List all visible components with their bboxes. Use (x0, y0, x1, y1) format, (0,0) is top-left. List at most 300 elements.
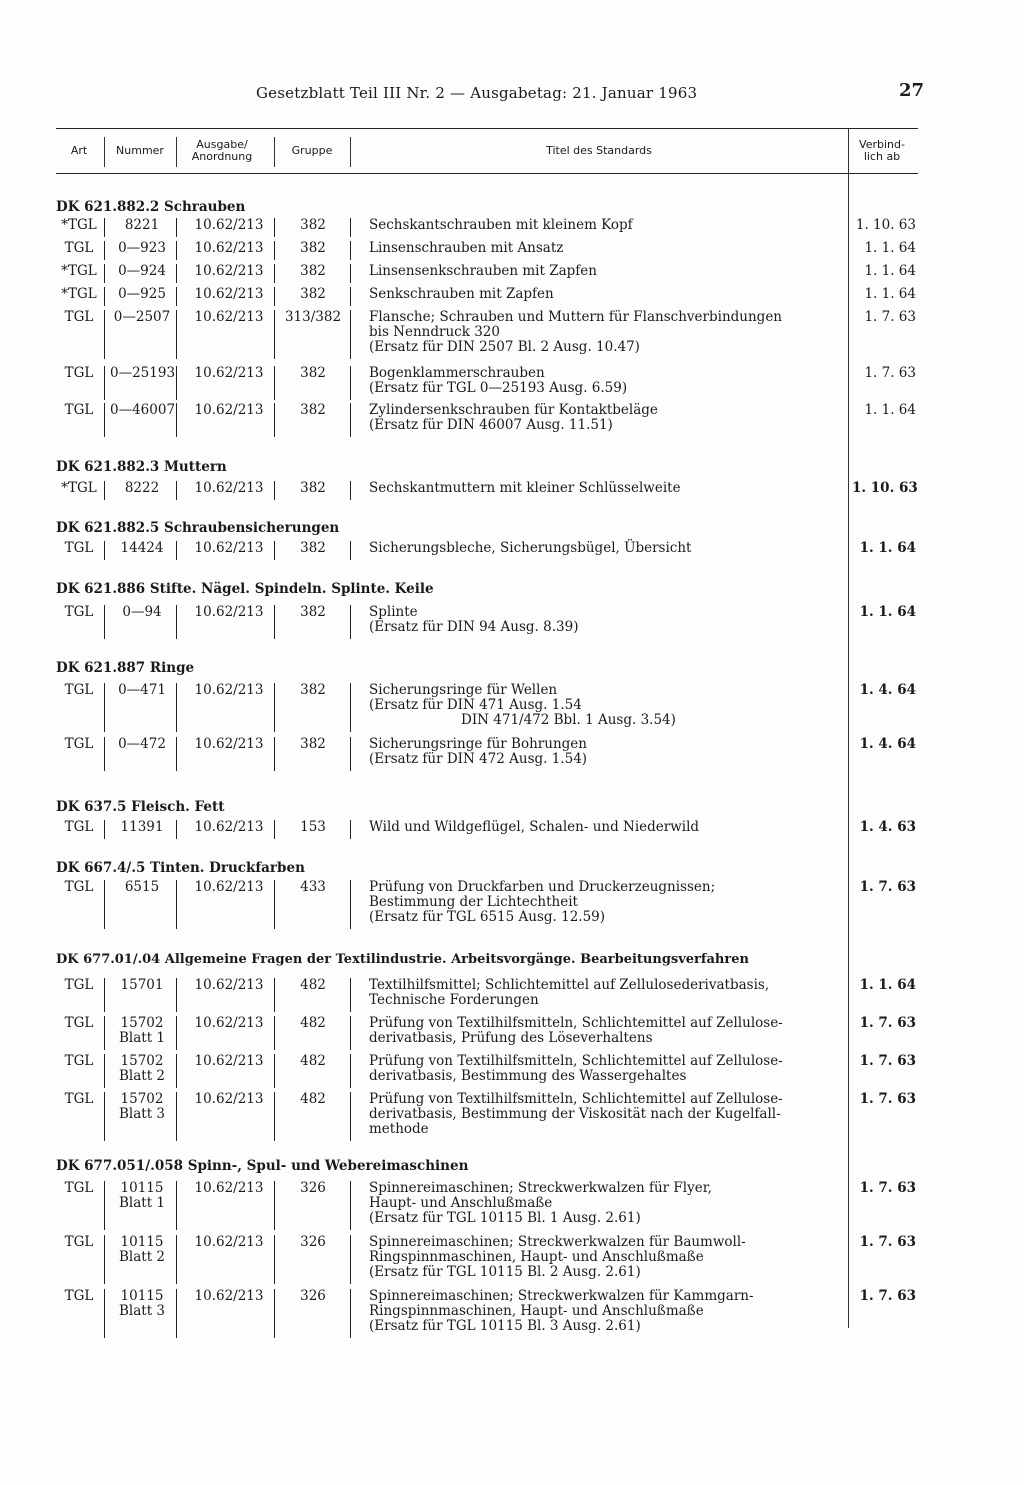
standard-type: *TGL (61, 480, 97, 496)
col-art: Art (70, 144, 88, 157)
standard-row (56, 218, 926, 237)
valid-from-date: 1. 4. 63 (859, 819, 916, 835)
column-divider (176, 1092, 177, 1141)
column-divider (104, 310, 105, 359)
title-line: Prüfung von Textilhilfsmitteln, Schlichtemittel auf Zellulose- (369, 1053, 783, 1069)
standard-row (56, 310, 926, 359)
standard-group: 382 (300, 682, 326, 698)
column-divider (274, 1016, 275, 1050)
column-divider (274, 310, 275, 359)
title-line: Sicherungsringe für Bohrungen (369, 736, 587, 752)
standard-row (56, 880, 926, 929)
title-line: Splinte (369, 604, 418, 620)
column-divider (104, 683, 105, 732)
column-divider (350, 1092, 351, 1141)
column-divider (176, 1289, 177, 1338)
title-line: Linsenschrauben mit Ansatz (369, 240, 564, 256)
valid-from-date: 1. 1. 64 (859, 977, 916, 993)
valid-from-date: 1. 7. 63 (859, 1015, 916, 1031)
standard-group: 433 (300, 879, 326, 895)
column-divider (176, 1235, 177, 1284)
number-line: 0—925 (118, 286, 166, 302)
column-divider (176, 737, 177, 771)
group-title: DK 621.882.5 Schraubensicherungen (56, 520, 340, 536)
column-divider (274, 978, 275, 1012)
valid-from-date: 1. 10. 63 (855, 217, 916, 233)
standard-group: 382 (300, 402, 326, 418)
column-divider (274, 605, 275, 639)
title-line: Bestimmung der Lichtechtheit (369, 894, 578, 910)
valid-from-date: 1. 7. 63 (864, 365, 916, 381)
standard-issue: 10.62/213 (194, 819, 264, 835)
column-divider (104, 978, 105, 1012)
standard-issue: 10.62/213 (194, 1234, 264, 1250)
number-line: Blatt 1 (118, 1030, 166, 1046)
column-divider (274, 403, 275, 437)
valid-from-date: 1. 7. 63 (859, 1234, 916, 1250)
number-line: 0—25193 (110, 365, 176, 381)
standard-issue: 10.62/213 (194, 1288, 264, 1304)
column-divider (104, 1181, 105, 1230)
standard-group: 482 (300, 1053, 326, 1069)
standard-group: 382 (300, 480, 326, 496)
column-divider (350, 366, 351, 400)
column-divider (176, 978, 177, 1012)
group-title: DK 637.5 Fleisch. Fett (56, 799, 225, 815)
column-divider (274, 481, 275, 500)
standard-title (369, 218, 859, 233)
number-line: Blatt 2 (118, 1249, 166, 1265)
standard-number (110, 880, 174, 895)
title-line: Haupt- und Anschlußmaße (369, 1195, 553, 1211)
valid-from-date: 1. 1. 64 (859, 540, 916, 556)
header-title: Gesetzblatt Teil III Nr. 2 — Ausgabetag: 21. Januar 1963 (256, 84, 698, 102)
valid-from-date: 1. 7. 63 (859, 1288, 916, 1304)
standard-title (369, 287, 859, 302)
standard-row (56, 1289, 926, 1338)
standard-number (110, 1181, 174, 1211)
valid-from-date: 1. 1. 64 (864, 402, 916, 418)
standard-issue: 10.62/213 (194, 1180, 264, 1196)
standard-type: TGL (64, 1288, 94, 1304)
standard-row (56, 1235, 926, 1284)
group-title: DK 621.886 Stifte. Nägel. Spindeln. Splinte. Keile (56, 581, 434, 597)
column-divider (104, 1016, 105, 1050)
number-line: 15702 (120, 1091, 164, 1107)
col-titel: Titel des Standards (546, 144, 652, 157)
title-line: (Ersatz für DIN 46007 Ausg. 11.51) (369, 417, 613, 433)
standard-row (56, 1092, 926, 1141)
standard-issue: 10.62/213 (194, 286, 264, 302)
standard-row (56, 1016, 926, 1050)
title-line: (Ersatz für TGL 10115 Bl. 2 Ausg. 2.61) (369, 1264, 641, 1280)
standard-number (110, 978, 174, 993)
column-divider (274, 1289, 275, 1338)
standard-type: TGL (64, 977, 94, 993)
column-divider (350, 403, 351, 437)
title-line: Senkschrauben mit Zapfen (369, 286, 554, 302)
column-divider (274, 241, 275, 260)
standard-number (110, 820, 174, 835)
column-divider (350, 683, 351, 732)
column-divider (104, 241, 105, 260)
standard-group: 382 (300, 286, 326, 302)
header-divider (350, 137, 351, 167)
valid-from-date: 1. 7. 63 (859, 1180, 916, 1196)
group-title: DK 621.882.3 Muttern (56, 459, 227, 475)
title-line: Spinnereimaschinen; Streckwerkwalzen für Kammgarn- (369, 1288, 754, 1304)
column-divider (350, 1016, 351, 1050)
column-divider (104, 287, 105, 306)
column-divider (104, 403, 105, 437)
standard-title (369, 541, 859, 556)
title-line: (Ersatz für TGL 0—25193 Ausg. 6.59) (369, 380, 628, 396)
column-divider (176, 403, 177, 437)
standard-issue: 10.62/213 (194, 540, 264, 556)
title-line: Technische Forderungen (369, 992, 539, 1008)
valid-from-date: 1. 4. 64 (859, 682, 916, 698)
title-line: (Ersatz für DIN 471 Ausg. 1.54 (369, 697, 582, 713)
standard-number (110, 541, 174, 556)
standard-issue: 10.62/213 (194, 263, 264, 279)
standard-group: 382 (300, 540, 326, 556)
column-divider (274, 820, 275, 839)
standard-row (56, 978, 926, 1012)
title-line: Zylindersenkschrauben für Kontaktbeläge (369, 402, 658, 418)
valid-from-date: 1. 7. 63 (859, 1053, 916, 1069)
standard-type: TGL (64, 879, 94, 895)
standard-group: 382 (300, 217, 326, 233)
column-divider (350, 737, 351, 771)
number-line: 0—472 (118, 736, 166, 752)
standard-issue: 10.62/213 (194, 1091, 264, 1107)
column-divider (176, 366, 177, 400)
standard-number (110, 1016, 174, 1046)
standard-number (110, 1054, 174, 1084)
standard-row (56, 403, 926, 437)
standard-number (110, 403, 174, 418)
group-title: DK 677.01/.04 Allgemeine Fragen der Textilindustrie. Arbeitsvorgänge. Bearbeitungsverfahren (56, 952, 749, 967)
standard-row (56, 1054, 926, 1088)
standard-number (110, 264, 174, 279)
standard-title (369, 737, 859, 767)
standard-title (369, 1054, 859, 1084)
column-divider (176, 310, 177, 359)
number-line: 8221 (124, 217, 160, 233)
column-divider (176, 481, 177, 500)
page-header (0, 80, 1024, 110)
column-divider (104, 218, 105, 237)
title-line: Prüfung von Textilhilfsmitteln, Schlichtemittel auf Zellulose- (369, 1091, 783, 1107)
standard-group: 382 (300, 365, 326, 381)
title-line: (Ersatz für TGL 10115 Bl. 3 Ausg. 2.61) (369, 1318, 641, 1334)
valid-from-date: 1. 10. 63 (852, 480, 918, 496)
column-divider (350, 1181, 351, 1230)
title-line: DIN 471/472 Bbl. 1 Ausg. 3.54) (461, 712, 676, 728)
column-divider (104, 737, 105, 771)
standard-number (110, 241, 174, 256)
standard-type: TGL (64, 1015, 94, 1031)
standard-type: TGL (64, 540, 94, 556)
valid-from-date: 1. 1. 64 (864, 240, 916, 256)
column-divider (274, 541, 275, 560)
column-divider (274, 683, 275, 732)
standard-type: TGL (64, 1091, 94, 1107)
number-line: 15701 (120, 977, 164, 993)
standard-title (369, 978, 859, 1008)
number-line: 15702 (120, 1015, 164, 1031)
column-divider (350, 880, 351, 929)
column-divider (274, 366, 275, 400)
number-line: 15702 (120, 1053, 164, 1069)
valid-from-date: 1. 4. 64 (859, 736, 916, 752)
column-divider (274, 264, 275, 283)
standard-group: 382 (300, 604, 326, 620)
valid-from-date: 1. 1. 64 (864, 263, 916, 279)
group-title: DK 621.887 Ringe (56, 660, 195, 676)
column-divider (176, 605, 177, 639)
valid-from-date: 1. 1. 64 (864, 286, 916, 302)
standard-type: TGL (64, 240, 94, 256)
column-divider (176, 1181, 177, 1230)
standard-title (369, 1235, 859, 1280)
col-nummer: Nummer (116, 144, 164, 157)
column-divider (104, 605, 105, 639)
standard-type: TGL (64, 1180, 94, 1196)
column-divider (176, 287, 177, 306)
column-divider (104, 264, 105, 283)
column-divider (350, 1289, 351, 1338)
standard-row (56, 605, 926, 639)
number-line: 0—94 (122, 604, 162, 620)
number-line: 10115 (120, 1234, 164, 1250)
column-divider (350, 218, 351, 237)
standard-number (110, 605, 174, 620)
number-line: 10115 (120, 1180, 164, 1196)
standard-type: TGL (64, 1053, 94, 1069)
number-line: 11391 (120, 819, 164, 835)
standard-type: TGL (64, 736, 94, 752)
standard-number (110, 1235, 174, 1265)
number-line: Blatt 2 (118, 1068, 166, 1084)
title-line: Ringspinnmaschinen, Haupt- und Anschlußmaße (369, 1249, 704, 1265)
standard-title (369, 820, 859, 835)
standard-group: 326 (300, 1288, 326, 1304)
standard-issue: 10.62/213 (194, 217, 264, 233)
standard-group: 313/382 (284, 309, 342, 325)
number-line: Blatt 3 (118, 1106, 166, 1122)
standard-type: TGL (64, 604, 94, 620)
number-line: 0—46007 (110, 402, 176, 418)
column-divider (104, 481, 105, 500)
standard-issue: 10.62/213 (194, 736, 264, 752)
standard-number (110, 310, 174, 325)
group-title: DK 677.051/.058 Spinn-, Spul- und Webereimaschinen (56, 1158, 469, 1174)
col-ausgabe: Ausgabe/ Anordnung (191, 138, 253, 163)
title-line: Prüfung von Druckfarben und Druckerzeugnissen; (369, 879, 716, 895)
number-line: 14424 (120, 540, 164, 556)
column-divider (176, 264, 177, 283)
column-divider (350, 310, 351, 359)
standard-issue: 10.62/213 (194, 365, 264, 381)
standard-group: 153 (300, 819, 326, 835)
standard-issue: 10.62/213 (194, 879, 264, 895)
title-line: Spinnereimaschinen; Streckwerkwalzen für Flyer, (369, 1180, 712, 1196)
standard-number (110, 1092, 174, 1122)
col-verbindlich: Verbind- lich ab (859, 138, 905, 163)
column-divider (176, 880, 177, 929)
standard-number (110, 218, 174, 233)
column-divider (176, 820, 177, 839)
standard-type: *TGL (61, 217, 97, 233)
title-line: (Ersatz für DIN 472 Ausg. 1.54) (369, 751, 588, 767)
standard-row (56, 287, 926, 306)
standard-type: TGL (64, 1234, 94, 1250)
number-line: 8222 (124, 480, 160, 496)
title-line: (Ersatz für TGL 10115 Bl. 1 Ausg. 2.61) (369, 1210, 641, 1226)
standard-row (56, 241, 926, 260)
column-divider (274, 287, 275, 306)
title-line: Spinnereimaschinen; Streckwerkwalzen für Baumwoll- (369, 1234, 746, 1250)
standard-issue: 10.62/213 (194, 240, 264, 256)
standard-row (56, 264, 926, 283)
standard-number (110, 683, 174, 698)
standard-group: 482 (300, 1015, 326, 1031)
col-gruppe: Gruppe (291, 144, 333, 157)
valid-from-date: 1. 1. 64 (859, 604, 916, 620)
standard-group: 382 (300, 240, 326, 256)
valid-from-date: 1. 7. 63 (859, 879, 916, 895)
header-divider (274, 137, 275, 167)
standard-type: TGL (64, 402, 94, 418)
standard-type: TGL (64, 365, 94, 381)
standard-title (369, 683, 859, 728)
title-line: (Ersatz für DIN 2507 Bl. 2 Ausg. 10.47) (369, 339, 640, 355)
title-line: bis Nenndruck 320 (369, 324, 500, 340)
number-line: 6515 (124, 879, 160, 895)
number-line: Blatt 1 (118, 1195, 166, 1211)
column-divider (350, 541, 351, 560)
column-divider (176, 241, 177, 260)
standard-title (369, 366, 859, 396)
group-title: DK 621.882.2 Schrauben (56, 199, 246, 215)
standard-issue: 10.62/213 (194, 480, 264, 496)
standard-number (110, 366, 174, 381)
title-line: Ringspinnmaschinen, Haupt- und Anschlußmaße (369, 1303, 704, 1319)
column-divider (176, 683, 177, 732)
column-divider (350, 1235, 351, 1284)
title-line: Bogenklammerschrauben (369, 365, 545, 381)
column-divider (104, 1289, 105, 1338)
standard-issue: 10.62/213 (194, 682, 264, 698)
standard-number (110, 737, 174, 752)
title-line: Sicherungsringe für Wellen (369, 682, 558, 698)
column-divider (350, 605, 351, 639)
standard-number (110, 1289, 174, 1319)
standard-issue: 10.62/213 (194, 402, 264, 418)
standard-row (56, 737, 926, 771)
header-divider (176, 137, 177, 167)
column-divider (274, 1054, 275, 1088)
number-line: Blatt 3 (118, 1303, 166, 1319)
standard-title (369, 1016, 859, 1046)
table-header (56, 128, 918, 174)
header-divider (104, 137, 105, 167)
standard-group: 382 (300, 736, 326, 752)
number-line: 0—471 (118, 682, 166, 698)
standard-group: 482 (300, 977, 326, 993)
column-divider (104, 366, 105, 400)
column-divider (104, 541, 105, 560)
standard-type: TGL (64, 682, 94, 698)
standard-row (56, 820, 926, 839)
standard-issue: 10.62/213 (194, 1015, 264, 1031)
column-divider (176, 1016, 177, 1050)
standard-title (369, 403, 859, 433)
title-line: Prüfung von Textilhilfsmitteln, Schlichtemittel auf Zellulose- (369, 1015, 783, 1031)
column-divider (274, 1235, 275, 1284)
standard-row (56, 1181, 926, 1230)
column-divider (350, 978, 351, 1012)
title-line: (Ersatz für DIN 94 Ausg. 8.39) (369, 619, 579, 635)
standard-row (56, 481, 926, 500)
column-divider (104, 880, 105, 929)
column-divider (176, 218, 177, 237)
title-line: Wild und Wildgeflügel, Schalen- und Niederwild (369, 819, 700, 835)
valid-from-date: 1. 7. 63 (864, 309, 916, 325)
column-divider (104, 820, 105, 839)
standard-group: 482 (300, 1091, 326, 1107)
title-line: methode (369, 1121, 429, 1137)
column-divider (350, 241, 351, 260)
standard-title (369, 1289, 859, 1334)
page-number: 27 (899, 80, 925, 101)
column-divider (104, 1092, 105, 1141)
title-line: Linsensenkschrauben mit Zapfen (369, 263, 597, 279)
standard-title (369, 264, 859, 279)
standard-title (369, 310, 859, 355)
column-divider (274, 880, 275, 929)
standard-issue: 10.62/213 (194, 604, 264, 620)
standard-type: *TGL (61, 286, 97, 302)
standard-issue: 10.62/213 (194, 1053, 264, 1069)
title-line: Flansche; Schrauben und Muttern für Flanschverbindungen (369, 309, 783, 325)
title-line: derivatbasis, Prüfung des Löseverhaltens (369, 1030, 653, 1046)
standard-type: TGL (64, 309, 94, 325)
title-line: derivatbasis, Bestimmung des Wassergehaltes (369, 1068, 687, 1084)
valid-from-date: 1. 7. 63 (859, 1091, 916, 1107)
column-divider (274, 1181, 275, 1230)
column-divider (350, 820, 351, 839)
column-divider (274, 1092, 275, 1141)
group-title: DK 667.4/.5 Tinten. Druckfarben (56, 860, 305, 876)
standard-row (56, 541, 926, 560)
title-line: Textilhilfsmittel; Schlichtemittel auf Zellulosederivatbasis, (369, 977, 770, 993)
title-line: Sechskantschrauben mit kleinem Kopf (369, 217, 633, 233)
standard-title (369, 481, 859, 496)
column-divider (176, 541, 177, 560)
title-line: Sechskantmuttern mit kleiner Schlüsselweite (369, 480, 681, 496)
standard-issue: 10.62/213 (194, 309, 264, 325)
title-line: Sicherungsbleche, Sicherungsbügel, Übersicht (369, 540, 692, 556)
number-line: 10115 (120, 1288, 164, 1304)
standard-group: 326 (300, 1180, 326, 1196)
standard-group: 326 (300, 1234, 326, 1250)
column-divider (350, 481, 351, 500)
column-divider (176, 1054, 177, 1088)
number-line: 0—923 (118, 240, 166, 256)
column-divider (274, 737, 275, 771)
